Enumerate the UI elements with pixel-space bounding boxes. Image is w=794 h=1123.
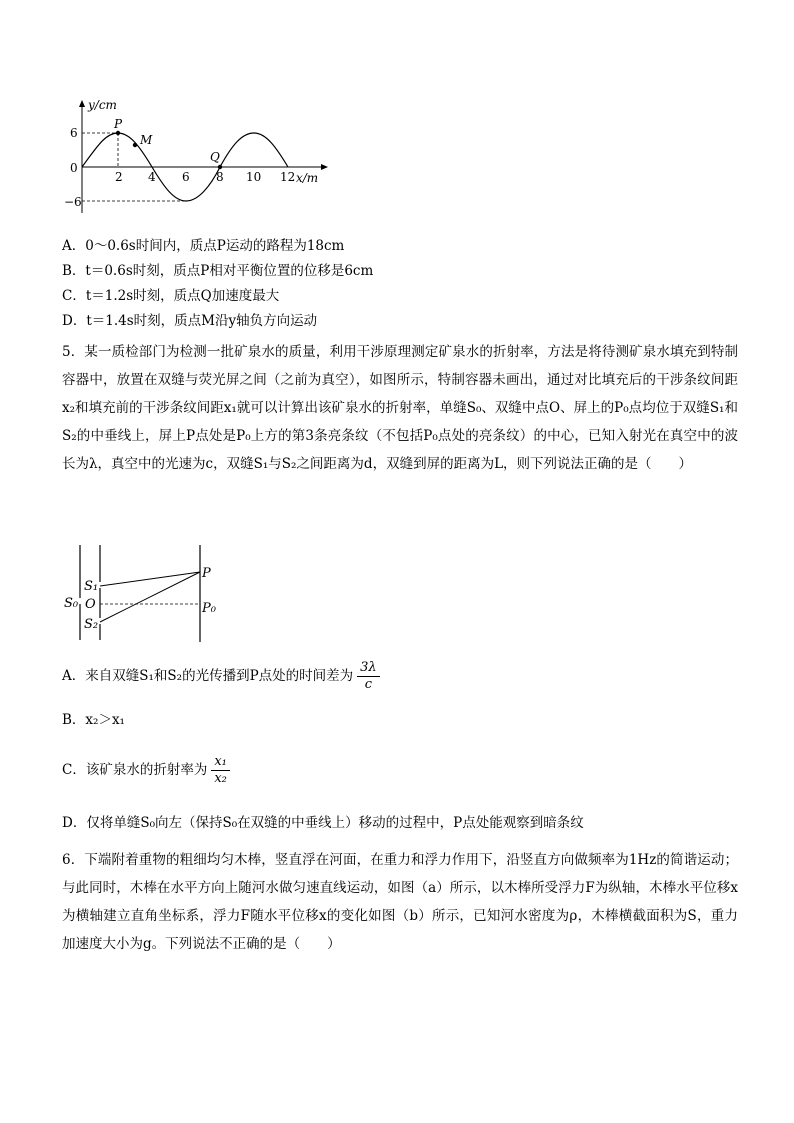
label-s2: S₂ [84,617,99,632]
x-axis-label: x/m [296,171,319,185]
q5-option-a-text: A．来自双缝S₁和S₂的光传播到P点处的时间差为 [62,668,354,684]
x-tick-2: 2 [115,170,123,184]
y-tick-0: 0 [70,161,78,175]
q4-option-b[interactable]: B．t＝0.6s时刻，质点P相对平衡位置的位移是6cm [62,263,374,279]
point-label-m: M [140,133,153,147]
fraction-x1-over-x2 [211,754,230,787]
frac-den: c [364,677,373,692]
q5-option-b[interactable]: B．x₂＞x₁ [62,712,125,728]
q4-option-a[interactable]: A．0～0.6s时间内，质点P运动的路程为18cm [62,238,345,254]
double-slit-diagram [62,540,222,650]
point-p [116,131,120,135]
point-m [133,143,137,147]
label-p: P [202,566,211,581]
label-o: O [85,597,96,612]
label-s1: S₁ [84,579,99,594]
q5-option-c-text: C．该矿泉水的折射率为 [62,762,208,778]
label-p0: P₀ [202,601,216,616]
x-tick-10: 10 [246,170,262,184]
q5-stem: 5．某一质检部门为检测一批矿泉水的质量，利用干涉原理测定矿泉水的折射率，方法是将待测矿泉水填充到特制容器中，放置在双缝与荧光屏之间（之前为真空），如图所示，特制容器未画出，通过对比填充后的干涉条纹间距x₂和填充前的干涉条纹间距x₁就可以计算出该矿泉水的折射率，单缝S₀、双缝中点O、屏上的P₀点均位于双缝S₁和S₂的中垂线上，屏上P点处是P₀上方的第3条亮条纹（不包括P₀点处的亮条纹）的中心，已知入射光在真空中的波长为λ，真空中的光速为c，双缝S₁与S₂之间距离为d，双缝到屏的距离为L，则下列说法正确的是（ ） [62,344,738,472]
frac-den: x₂ [214,771,227,786]
y-axis-label: y/cm [88,98,117,112]
q4-option-c[interactable]: C．t＝1.2s时刻，质点Q加速度最大 [62,288,280,304]
x-tick-12: 12 [280,170,296,184]
q5-option-a[interactable] [62,658,380,694]
q5-option-c[interactable] [62,752,230,788]
q5-option-d[interactable]: D．仅将单缝S₀向左（保持S₀在双缝的中垂线上）移动的过程中，P点处能观察到暗条纹 [62,815,584,831]
q6-stem: 6．下端附着重物的粗细均匀木棒，竖直浮在河面，在重力和浮力作用下，沿竖直方向做频率为1Hz的简谐运动；与此同时，木棒在水平方向上随河水做匀速直线运动，如图（a）所示，以木棒所受浮力F为纵轴，木棒水平位移x为横轴建立直角坐标系，浮力F随水平位移x的变化如图（b）所示，已知河水密度为ρ，木棒横截面积为S，重力加速度大小为g。下列说法不正确的是（ ） [62,852,738,952]
q4-option-d[interactable]: D．t＝1.4s时刻，质点M沿y轴负方向运动 [62,313,318,329]
frac-num: 3λ [357,660,380,677]
frac-num: x₁ [211,754,230,771]
wave-graph [60,95,340,220]
x-tick-8: 8 [216,170,224,184]
point-label-p: P [114,117,123,131]
y-tick-6: 6 [70,126,78,140]
point-label-q: Q [210,150,220,164]
x-tick-6: 6 [182,170,190,184]
point-q [218,165,222,169]
label-s0: S₀ [64,596,79,611]
fraction-3lambda-over-c [357,660,380,693]
x-tick-4: 4 [148,170,156,184]
y-tick-neg6: −6 [64,195,82,209]
